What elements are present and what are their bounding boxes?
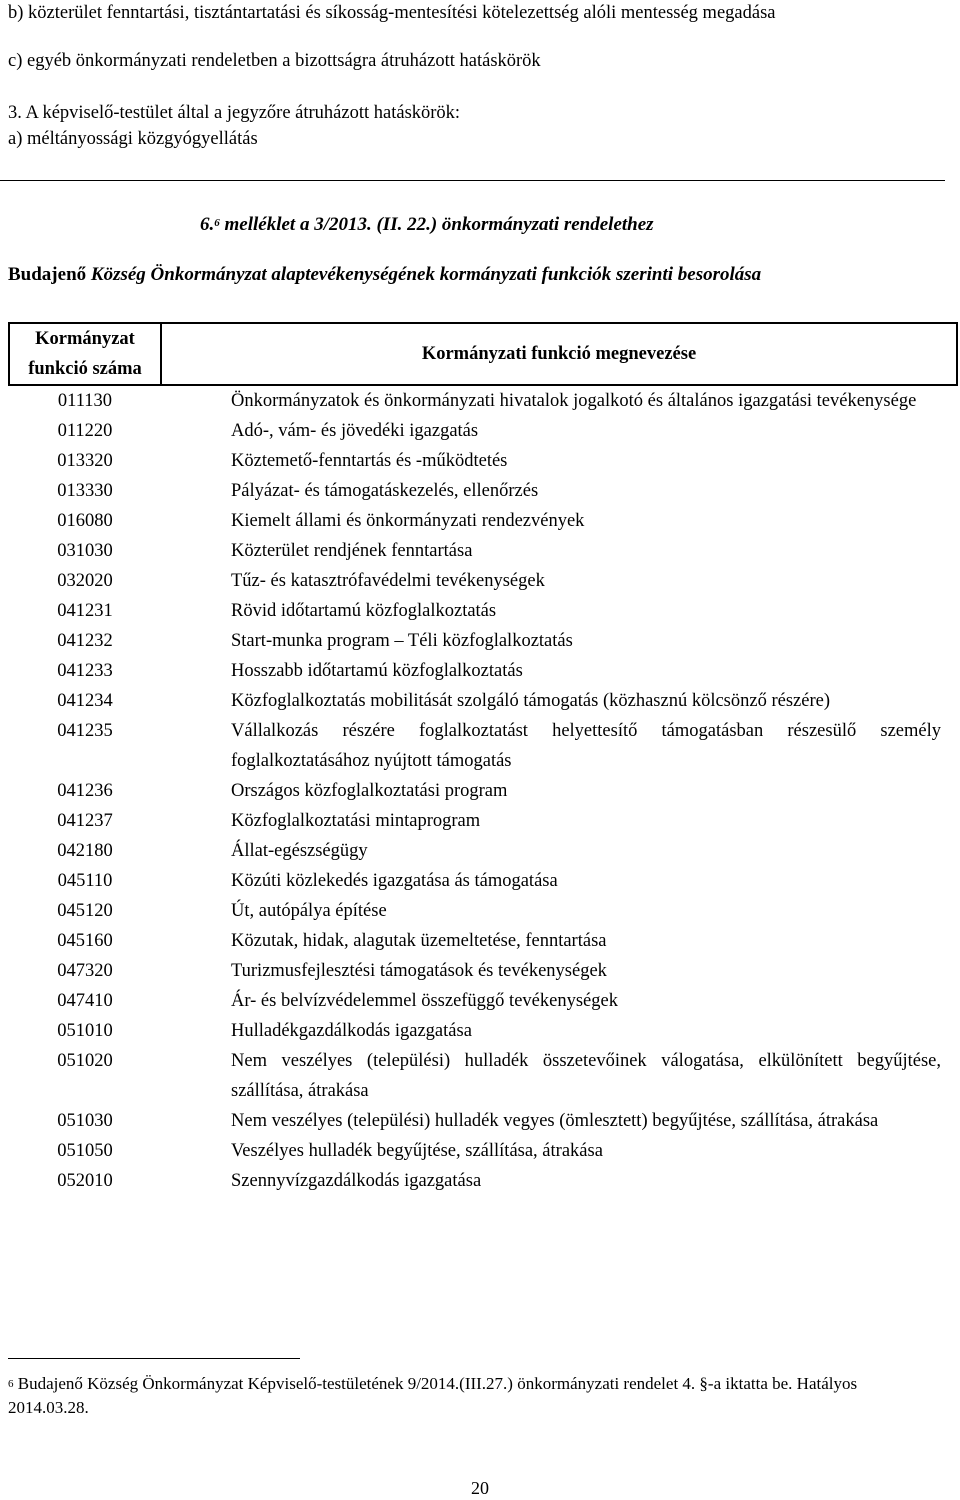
table-row <box>9 896 957 926</box>
function-name: Adó-, vám- és jövedéki igazgatás <box>231 421 479 441</box>
function-name: Kiemelt állami és önkormányzati rendezvények <box>231 511 585 531</box>
function-name: Út, autópálya építése <box>231 901 387 921</box>
table-row <box>9 596 957 626</box>
function-code: 032020 <box>57 571 113 591</box>
function-name: Ár- és belvízvédelemmel összefüggő tevékenységek <box>231 991 618 1011</box>
annex-heading <box>200 212 654 238</box>
function-code: 051010 <box>57 1021 113 1041</box>
page-number: 20 <box>471 1478 489 1498</box>
function-name: Állat-egészségügy <box>231 841 368 861</box>
table-row <box>9 1016 957 1046</box>
section-3-item-a: a) méltányossági közgyógyellátás <box>8 129 258 149</box>
function-code: 045160 <box>57 931 113 951</box>
function-code: 041237 <box>57 811 113 831</box>
function-name: Tűz- és katasztrófavédelmi tevékenységek <box>231 571 545 591</box>
function-name: Hosszabb időtartamú közfoglalkoztatás <box>231 661 523 681</box>
function-code: 041233 <box>57 661 113 681</box>
table-row <box>9 476 957 506</box>
table-header-row <box>9 323 957 385</box>
table-row <box>9 926 957 956</box>
function-name: Hulladékgazdálkodás igazgatása <box>231 1021 472 1041</box>
table-row <box>9 986 957 1016</box>
function-name: Önkormányzatok és önkormányzati hivatalok jogalkotó és általános igazgatási tevékenysége <box>231 391 917 411</box>
intro-line-c: c) egyéb önkormányzati rendeletben a bizottságra átruházott hatáskörök <box>8 51 541 71</box>
table-row <box>9 656 957 686</box>
function-code: 051030 <box>57 1111 113 1131</box>
function-name: Rövid időtartamú közfoglalkoztatás <box>231 601 497 621</box>
function-code: 031030 <box>57 541 113 561</box>
function-code: 041235 <box>57 721 113 741</box>
function-name: Szennyvízgazdálkodás igazgatása <box>231 1171 482 1191</box>
annex-number: 6. <box>200 214 215 235</box>
function-code: 051050 <box>57 1141 113 1161</box>
table-row <box>9 416 957 446</box>
table-row <box>9 866 957 896</box>
table-row <box>9 1136 957 1166</box>
function-code: 045120 <box>57 901 113 921</box>
footnote-text: Budajenő Község Önkormányzat Képviselő-testületének 9/2014.(III.27.) önkormányzati rendelet 4. §-a iktatta be. Hatályos 2014.03.28. <box>8 1374 858 1417</box>
table-row <box>9 806 957 836</box>
subtitle-text: Község Önkormányzat alaptevékenységének kormányzati funkciók szerinti besorolása <box>86 264 762 285</box>
section-3-title: 3. A képviselő-testület által a jegyzőre átruházott hatáskörök: <box>8 103 461 123</box>
function-code: 047410 <box>57 991 113 1011</box>
table-row <box>9 506 957 536</box>
annex-text: melléklet a 3/2013. (II. 22.) önkormányzati rendelethez <box>219 214 654 235</box>
table-row <box>9 1046 957 1106</box>
horizontal-rule <box>0 180 945 181</box>
function-code: 041232 <box>57 631 113 651</box>
function-table <box>8 322 958 1196</box>
function-code: 042180 <box>57 841 113 861</box>
function-code: 052010 <box>57 1171 113 1191</box>
function-name: Start-munka program – Téli közfoglalkoztatás <box>231 631 573 651</box>
function-code: 011130 <box>57 391 113 411</box>
table-body <box>9 385 957 1196</box>
document-subtitle <box>8 262 761 288</box>
table-row <box>9 446 957 476</box>
function-code: 011220 <box>57 421 113 441</box>
function-name: Pályázat- és támogatáskezelés, ellenőrzés <box>231 481 539 501</box>
annex-footnote-ref[interactable]: 6 <box>214 217 220 229</box>
footnote-separator <box>8 1358 300 1359</box>
function-code: 051020 <box>57 1051 113 1071</box>
function-name: Közfoglalkoztatás mobilitását szolgáló támogatás (közhasznú kölcsönző részére) <box>231 691 830 711</box>
header-function-code: Kormányzat funkció száma <box>9 323 161 385</box>
footnote <box>8 1372 928 1420</box>
function-code: 041236 <box>57 781 113 801</box>
table-row <box>9 776 957 806</box>
function-name: Közúti közlekedés igazgatása ás támogatása <box>231 871 558 891</box>
table-row <box>9 956 957 986</box>
function-code: 016080 <box>57 511 113 531</box>
table-row <box>9 1106 957 1136</box>
table-row <box>9 385 957 416</box>
function-name: Közutak, hidak, alagutak üzemeltetése, fenntartása <box>231 931 607 951</box>
function-name: Közfoglalkoztatási mintaprogram <box>231 811 481 831</box>
function-name: Országos közfoglalkoztatási program <box>231 781 508 801</box>
function-code: 041234 <box>57 691 113 711</box>
table-row <box>9 716 957 776</box>
footnote-mark: 6 <box>8 1378 14 1390</box>
function-name: Köztemető-fenntartás és -működtetés <box>231 451 508 471</box>
table-row <box>9 536 957 566</box>
function-name: Turizmusfejlesztési támogatások és tevékenységek <box>231 961 607 981</box>
function-name: Nem veszélyes (települési) hulladék vegyes (ömlesztett) begyűjtése, szállítása, átrakása <box>231 1111 879 1131</box>
function-code: 047320 <box>57 961 113 981</box>
subtitle-municipality: Budajenő <box>8 264 87 285</box>
function-code: 013320 <box>57 451 113 471</box>
table-row <box>9 626 957 656</box>
table-row <box>9 566 957 596</box>
function-code: 041231 <box>57 601 113 621</box>
header-function-name: Kormányzati funkció megnevezése <box>161 323 957 385</box>
function-name: Közterület rendjének fenntartása <box>231 541 473 561</box>
table-row <box>9 836 957 866</box>
table-row <box>9 1166 957 1196</box>
intro-line-b: b) közterület fenntartási, tisztántartatási és síkosság-mentesítési kötelezettség alóli mentesség megadása <box>8 3 776 23</box>
function-code: 045110 <box>57 871 113 891</box>
function-name: Vállalkozás részére foglalkoztatást helyettesítő támogatásban részesülő személy foglalkoztatásához nyújtott támogatás <box>231 721 941 771</box>
function-code: 013330 <box>57 481 113 501</box>
function-name: Nem veszélyes (települési) hulladék összetevőinek válogatása, elkülönített begyűjtése, szállítása, átrakása <box>231 1051 941 1101</box>
function-name: Veszélyes hulladék begyűjtése, szállítása, átrakása <box>231 1141 603 1161</box>
table-row <box>9 686 957 716</box>
